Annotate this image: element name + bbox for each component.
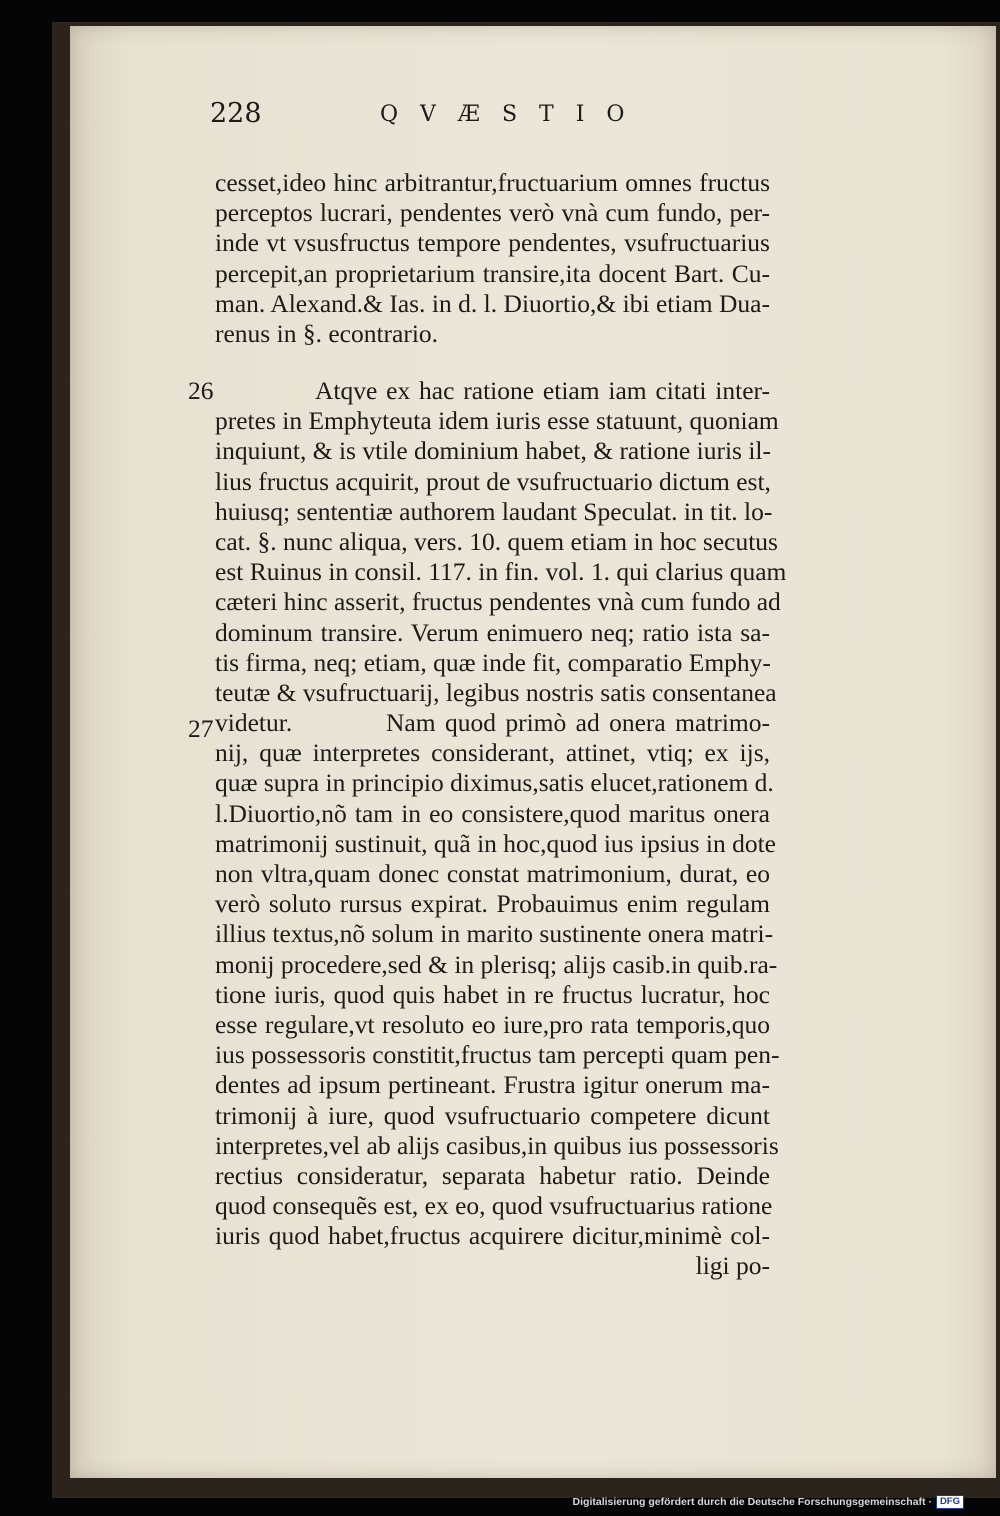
text-line: iuris quod habet,fructus acquirere dicitur,minimè col- [215,1221,770,1251]
dfg-logo: DFG [936,1495,964,1509]
text-line: verò soluto rursus expirat. Probauimus enim regulam [215,889,770,919]
text-line: cat. §. nunc aliqua, vers. 10. quem etiam in hoc secutus [215,526,778,556]
text-line: renus in §. econtrario. [215,318,439,348]
text-line: interpretes,vel ab alijs casibus,in quibus ius possessoris [215,1130,779,1160]
text-line: ius possessoris constitit,fructus tam percepti quam pen- [215,1040,780,1070]
digitization-credit [573,1495,964,1509]
text-line: tis firma, neq; etiam, quæ inde fit, comparatio Emphy- [215,647,771,677]
text-line: Atqve ex hac ratione etiam iam citati inter- [315,376,770,405]
text-line: tione iuris, quod quis habet in re fructus lucratur, hoc [215,979,770,1009]
text-line: inde vt vsusfructus tempore pendentes, vsufructuarius [215,228,770,258]
paragraph-1 [215,168,770,349]
text-line: trimonij à iure, quod vsufructuario competere dicunt [215,1100,770,1130]
text-line: man. Alexand.& Ias. in d. l. Diuortio,& ibi etiam Dua- [215,288,770,318]
credit-text: Digitalisierung gefördert durch die Deutsche Forschungsgemeinschaft · [572,1496,932,1508]
text-line: matrimonij sustinuit, quã in hoc,quod ius ipsius in dote [215,828,776,858]
text-line: illius textus,nõ solum in marito sustinente onera matri- [215,919,774,949]
text-line: lius fructus acquirit, prout de vsufructuario dictum est, [215,466,771,496]
text-line: videtur. Nam quod primò ad onera matrimo- [215,708,770,738]
text-line: huiusq; sententiæ authorem laudant Speculat. in tit. lo- [215,496,773,526]
text-line: nij, quæ interpretes considerant, attinet, vtiq; ex ijs, [215,738,770,768]
paragraph-2 [215,376,787,1282]
page-header [210,98,770,138]
text-line: perceptos lucrari, pendentes verò vnà cum fundo, per- [215,198,770,228]
text-line: dentes ad ipsum pertineant. Frustra igitur onerum ma- [215,1070,770,1100]
text-line: quæ supra in principio diximus,satis elucet,rationem d. [215,768,774,798]
margin-number-26: 26 [188,376,214,405]
text-line: cæteri hinc asserit, fructus pendentes vnà cum fundo ad [215,587,781,617]
margin-number-27: 27 [188,714,214,743]
text-line: esse regulare,vt resoluto eo iure,pro rata temporis,quo [215,1009,770,1039]
text-line: rectius consideratur, separata habetur ratio. Deinde [215,1160,770,1190]
text-line: teutæ & vsufructuarij, legibus nostris satis consentanea [215,677,777,707]
catchword: ligi po- [695,1251,770,1281]
text-line: inquiunt, & is vtile dominium habet, & ratione iuris il- [215,436,771,466]
text-line: percepit,an proprietarium transire,ita docent Bart. Cu- [215,258,770,288]
running-head: QVÆSTIO [380,102,647,127]
text-line: non vltra,quam donec constat matrimonium, durat, eo [215,859,770,888]
text-line: pretes in Emphyteuta idem iuris esse statuunt, quoniam [215,406,779,436]
text-line: l.Diuortio,nõ tam in eo consistere,quod maritus onera [215,798,770,828]
text-line: dominum transire. Verum enimuero neq; ratio ista sa- [215,617,770,647]
text-line: cesset,ideo hinc arbitrantur,fructuarium omnes fructus [215,168,770,197]
page-number: 228 [210,98,262,129]
text-line: monij procedere,sed & in plerisq; alijs casib.in quib.ra- [215,949,778,979]
text-line: est Ruinus in consil. 117. in fin. vol. 1. qui clarius quam [215,557,787,587]
text-line: quod consequẽs est, ex eo, quod vsufructuarius ratione [215,1191,773,1221]
